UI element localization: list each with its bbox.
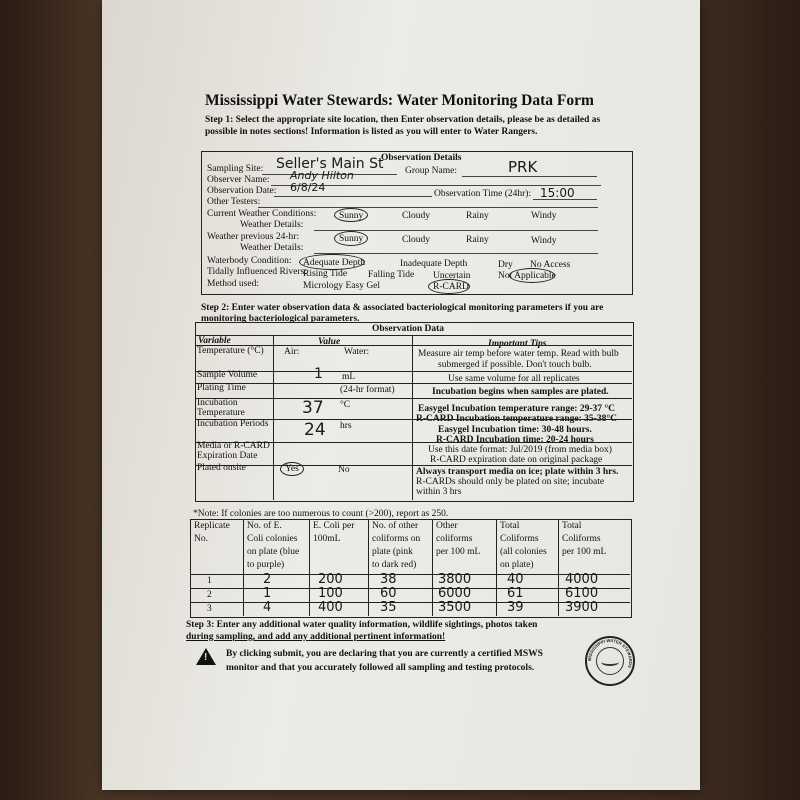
current-weather-sunny[interactable]: Sunny <box>339 211 364 221</box>
incubation-temp-field[interactable]: 37 <box>302 398 324 418</box>
replicate-cell[interactable]: 100 <box>318 586 343 601</box>
replicate-number: 3 <box>207 604 212 614</box>
replicate-header-col6-line0: Total <box>562 521 582 531</box>
temp-tip-2: submerged if possible. Don't touch bulb. <box>438 360 592 370</box>
replicate-cell[interactable]: 60 <box>380 586 397 601</box>
replicate-cell[interactable]: 400 <box>318 600 343 615</box>
msws-logo-ring-text <box>585 636 635 686</box>
replicate-header-col1-line0: No. of E. <box>247 521 282 531</box>
incubation-period-label: Incubation Periods <box>197 419 269 429</box>
plating-time-unit: (24-hr format) <box>340 385 395 395</box>
replicate-header-col5-line0: Total <box>500 521 520 531</box>
replicate-cell[interactable]: 61 <box>507 586 524 601</box>
svg-text:MISSISSIPPI WATER STEWARDS <box>587 638 633 669</box>
replicate-header-col4-line1: coliforms <box>436 534 473 544</box>
replicate-header-col4-line0: Other <box>436 521 458 531</box>
declaration-text-2: monitor and that you accurately followed all sampling and testing protocols. <box>226 663 535 673</box>
step2-text-1: Step 2: Enter water observation data & associated bacteriological monitoring parameters if you are <box>201 303 604 313</box>
form-title: Mississippi Water Stewards: Water Monitoring Data Form <box>205 92 594 109</box>
replicate-header-col1-line3: to purple) <box>247 560 285 570</box>
weather-previous-label: Weather previous 24-hr: <box>207 232 300 242</box>
group-name-field[interactable]: PRK <box>508 158 538 176</box>
plated-tip-2: R-CARDs should only be plated on site; incubate <box>416 477 605 487</box>
incubation-temp-label-1: Incubation <box>197 398 238 408</box>
current-weather-windy[interactable]: Windy <box>531 211 557 221</box>
observer-name-label: Observer Name: <box>207 175 270 185</box>
incubation-temp-tip-1: Easygel Incubation temperature range: 29-37 °C <box>418 404 616 414</box>
replicate-cell[interactable]: 3900 <box>565 600 599 615</box>
tidal-label: Tidally Influenced Rivers: <box>207 267 307 277</box>
media-label-1: Media or R-CARD <box>197 441 270 451</box>
current-weather-rainy[interactable]: Rainy <box>466 211 489 221</box>
observation-time-field[interactable]: 15:00 <box>540 186 575 200</box>
incubation-period-tip-2: R-CARD Incubation time: 20-24 hours <box>436 435 594 445</box>
previous-weather-rainy[interactable]: Rainy <box>466 235 489 245</box>
sample-volume-tip: Use same volume for all replicates <box>448 374 580 384</box>
declaration-text-1: By clicking submit, you are declaring that you are currently a certified MSWS <box>226 649 543 659</box>
previous-weather-cloudy[interactable]: Cloudy <box>402 235 430 245</box>
warning-glyph: ! <box>204 652 208 663</box>
weather-details-label-2: Weather Details: <box>240 243 304 253</box>
media-tip-1: Use this date format: Jul/2019 (from media box) <box>428 445 612 455</box>
incubation-temp-unit: °C <box>340 400 351 410</box>
sample-volume-unit: mL <box>342 372 356 382</box>
replicate-header-col0-line0: Replicate <box>194 521 230 531</box>
tidal-not-applicable[interactable]: Not Applicable <box>498 271 556 281</box>
plating-time-tip: Incubation begins when samples are plated. <box>432 387 609 397</box>
method-easygel[interactable]: Micrology Easy Gel <box>303 281 381 291</box>
col-value: Value <box>318 337 341 347</box>
replicate-header-col5-line2: (all colonies <box>500 547 547 557</box>
step3-text-2: during sampling, and add any additional pertinent information! <box>186 632 446 642</box>
sampling-site-field[interactable]: Seller's Main St <box>276 156 384 172</box>
waterbody-selected-mark <box>299 254 365 270</box>
replicate-header-col3-line3: to dark red) <box>372 560 417 570</box>
replicate-header-col3-line0: No. of other <box>372 521 419 531</box>
observer-name-field[interactable]: Andy Hilton <box>290 169 354 182</box>
warning-icon <box>196 648 216 665</box>
replicate-header-col0-line1: No. <box>194 534 208 544</box>
replicate-header-col4-line2: per 100 mL <box>436 547 481 557</box>
replicate-header-col1-line1: Coli colonies <box>247 534 298 544</box>
waterbody-no-access[interactable]: No Access <box>530 260 571 270</box>
tidal-rising[interactable]: Rising Tide <box>303 269 348 279</box>
incubation-temp-tip-2: R-CARD Incubation temperature range: 35-38°C <box>416 414 617 424</box>
plated-selected-mark <box>280 462 304 476</box>
air-label: Air: <box>284 347 300 357</box>
media-tip-2: R-CARD expiration date on original package <box>430 455 603 465</box>
logo-ring-text: MISSISSIPPI WATER STEWARDS <box>586 637 634 669</box>
plated-no[interactable]: No <box>338 465 350 475</box>
colonies-note: *Note: If colonies are too numerous to count (>200), report as 250. <box>193 509 449 519</box>
waterbody-label: Waterbody Condition: <box>207 256 292 266</box>
replicate-header-col3-line1: coliforms on <box>372 534 421 544</box>
step2-text-2: monitoring bacteriological parameters. <box>201 314 360 324</box>
sample-volume-field[interactable]: 1 <box>314 366 323 382</box>
previous-weather-windy[interactable]: Windy <box>531 236 557 246</box>
step3-text-1: Step 3: Enter any additional water quality information, wildlife sightings, photos taken <box>186 620 538 630</box>
replicate-cell[interactable]: 3800 <box>438 572 472 587</box>
waterbody-dry[interactable]: Dry <box>498 260 513 270</box>
replicate-number: 1 <box>207 576 212 586</box>
incubation-temp-label-2: Temperature <box>197 408 245 418</box>
tidal-selected-mark <box>509 268 555 283</box>
method-selected-mark <box>428 279 470 294</box>
temp-tip-1: Measure air temp before water temp. Read with bulb <box>418 349 619 359</box>
replicate-header-col6-line2: per 100 mL <box>562 547 607 557</box>
weather-details-label-1: Weather Details: <box>240 220 304 230</box>
incubation-period-field[interactable]: 24 <box>304 420 326 440</box>
replicate-cell[interactable]: 1 <box>263 586 272 601</box>
replicate-cell[interactable]: 6100 <box>565 586 599 601</box>
replicate-header-col2-line0: E. Coli per <box>313 521 355 531</box>
previous-weather-sunny[interactable]: Sunny <box>339 234 364 244</box>
plated-label: Plated onsite <box>197 463 246 473</box>
col-variable: Variable <box>198 336 231 346</box>
replicate-header-col5-line1: Coliforms <box>500 534 539 544</box>
replicate-cell[interactable]: 6000 <box>438 586 472 601</box>
waterbody-adequate-depth[interactable]: Adequate Depth <box>303 258 365 268</box>
step1-text-1: Step 1: Select the appropriate site location, then Enter observation details, please be as detailed as <box>205 115 601 125</box>
current-weather-selected-mark <box>334 208 368 222</box>
replicate-cell[interactable]: 40 <box>507 572 524 587</box>
method-rcard[interactable]: R-CARD <box>433 282 469 292</box>
observation-details-header: Observation Details <box>381 153 462 163</box>
observation-date-label: Observation Date: <box>207 186 277 196</box>
replicate-cell[interactable]: 4 <box>263 600 272 615</box>
other-testers-label: Other Testers: <box>207 197 261 207</box>
incubation-period-unit: hrs <box>340 421 352 431</box>
current-weather-label: Current Weather Conditions: <box>207 209 317 219</box>
replicate-cell[interactable]: 2 <box>263 572 272 587</box>
replicate-cell[interactable]: 200 <box>318 572 343 587</box>
plated-tip-3: within 3 hrs <box>416 487 462 497</box>
replicate-header-col1-line2: on plate (blue <box>247 547 300 557</box>
plated-tip-1: Always transport media on ice; plate within 3 hrs. <box>416 467 619 477</box>
waterbody-inadequate-depth[interactable]: Inadequate Depth <box>400 259 468 269</box>
water-label: Water: <box>344 347 370 357</box>
media-label-2: Expiration Date <box>197 451 258 461</box>
current-weather-cloudy[interactable]: Cloudy <box>402 211 430 221</box>
observation-time-label: Observation Time (24hr): <box>434 189 532 199</box>
tidal-falling[interactable]: Falling Tide <box>368 270 415 280</box>
previous-weather-selected-mark <box>334 231 368 246</box>
col-tips: Important Tips <box>488 339 547 349</box>
replicate-header-col2-line1: 100mL <box>313 534 341 544</box>
temp-label: Temperature (°C) <box>197 346 264 356</box>
replicate-cell[interactable]: 39 <box>507 600 524 615</box>
step1-text-2: possible in notes sections! Information is listed as you will enter to Water Rangers. <box>205 127 538 137</box>
sample-volume-label: Sample Volume <box>197 370 258 380</box>
replicate-cell[interactable]: 38 <box>380 572 397 587</box>
method-label: Method used: <box>207 279 259 289</box>
group-name-label: Group Name: <box>405 166 457 176</box>
replicate-cell[interactable]: 35 <box>380 600 397 615</box>
plated-yes[interactable]: Yes <box>285 464 299 474</box>
replicate-header-col3-line2: plate (pink <box>372 547 413 557</box>
replicate-number: 2 <box>207 590 212 600</box>
replicate-cell[interactable]: 4000 <box>565 572 599 587</box>
observation-data-header: Observation Data <box>372 324 445 334</box>
replicate-header-col5-line3: on plate) <box>500 560 534 570</box>
observation-date-field[interactable]: 6/8/24 <box>290 181 326 194</box>
tidal-uncertain[interactable]: Uncertain <box>433 271 471 281</box>
plating-time-label: Plating Time <box>197 383 246 393</box>
incubation-period-tip-1: Easygel Incubation time: 30-48 hours. <box>438 425 592 435</box>
replicate-cell[interactable]: 3500 <box>438 600 472 615</box>
replicate-header-col6-line1: Coliforms <box>562 534 601 544</box>
sampling-site-label: Sampling Site: <box>207 164 264 174</box>
